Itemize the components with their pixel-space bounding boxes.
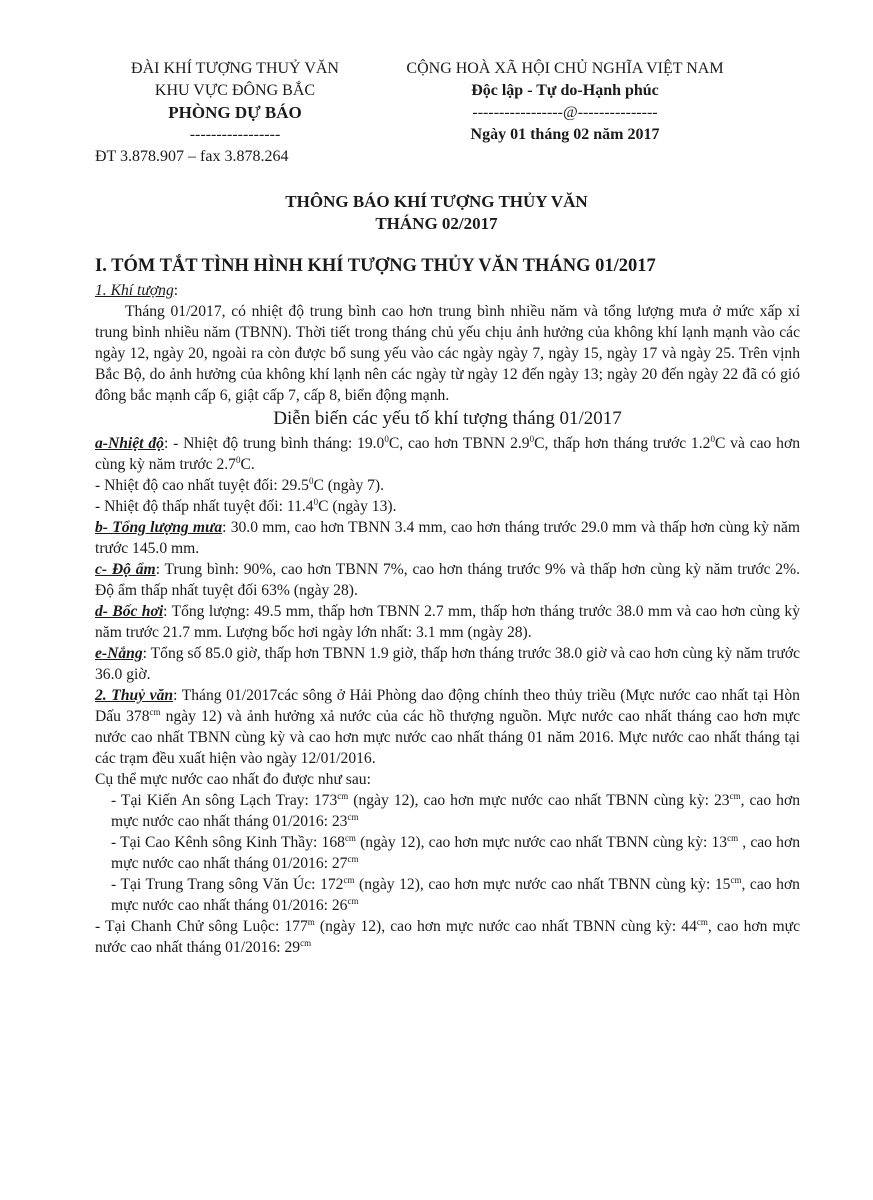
national-name: CỘNG HOÀ XÃ HỘI CHỦ NGHĨA VIỆT NAM bbox=[406, 60, 724, 77]
station-item: - Tại Chanh Chử sông Luộc: 177$^m$ (ngày 12), cao hơn mực nước cao nhất TBNN cùng kỳ: $44^{cm}$, cao hơn mực nước cao nhất tháng 01/2016: $29^{cm}$ bbox=[95, 916, 801, 956]
department-name: PHÒNG DỰ BÁO bbox=[168, 103, 302, 122]
min-temperature-line: - Nhiệt độ thấp nhất tuyệt đối: 11.4$^0$C (ngày 13). bbox=[95, 496, 397, 515]
contact-info: ĐT 3.878.907 – fax 3.878.264 bbox=[95, 148, 289, 165]
issue-date: Ngày 01 tháng 02 năm 2017 bbox=[470, 126, 660, 143]
motto-divider: -----------------@--------------- bbox=[472, 104, 658, 121]
elements-subheading: Diễn biến các yếu tố khí tượng tháng 01/2017 bbox=[273, 408, 622, 429]
temperature-paragraph: a-Nhiệt độ: - Nhiệt độ trung bình tháng: 19.0$^0$C, cao hơn TBNN $2.9^0C$, thấp hơn tháng trước $1.2^0C$ và cao hơn cùng kỳ năm trước $2.7^0C$. bbox=[95, 433, 800, 473]
sunshine-paragraph: e-Nắng: Tổng số 85.0 giờ, thấp hơn TBNN 1.9 giờ, thấp hơn tháng trước 38.0 giờ và cao hơn cùng kỳ năm trước 36.0 giờ. bbox=[95, 645, 800, 683]
agency-header bbox=[95, 58, 375, 146]
rainfall-paragraph: b- Tổng lượng mưa: 30.0 mm, cao hơn TBNN 3.4 mm, cao hơn tháng trước 29.0 mm và thấp hơn cùng kỳ năm trước 145.0 mm. bbox=[95, 519, 800, 557]
meteorology-subheading: 1. Khí tượng: bbox=[95, 282, 179, 299]
document-subtitle: THÁNG 02/2017 bbox=[375, 214, 498, 233]
document-title: THÔNG BÁO KHÍ TƯỢNG THỦY VĂN bbox=[285, 192, 588, 211]
national-header bbox=[385, 58, 745, 146]
station-item: - Tại Kiến An sông Lạch Tray: $173^{cm}$ (ngày 12), cao hơn mực nước cao nhất TBNN cùng kỳ: $23^{cm}$, cao hơn mực nước cao nhất tháng 01/2016: $23^{cm}$ bbox=[111, 790, 800, 830]
agency-name: ĐÀI KHÍ TƯỢNG THUỶ VĂN bbox=[131, 60, 339, 77]
report-body bbox=[95, 280, 800, 958]
agency-region: KHU VỰC ĐÔNG BẮC bbox=[154, 82, 316, 99]
intro-paragraph: Tháng 01/2017, có nhiệt độ trung bình cao hơn trung bình nhiều năm và tổng lượng mưa ở mức xấp xỉ trung bình nhiều năm (TBNN). Thời tiết trong tháng chủ yếu chịu ảnh hưởng của không khí lạnh mạnh vào các ngày 12, ngày 20, ngoài ra còn được bổ sung yếu vào các ngày ngày 7, ngày 15, ngày 17 và ngày 25. Trên vịnh Bắc Bộ, do ảnh hưởng của không khí lạnh nên các ngày từ ngày 12 đến ngày 13; ngày 20 đến ngày 22 đã có gió đông bắc mạnh cấp 6, giật cấp 7, cấp 8, biển động mạnh. bbox=[95, 303, 800, 404]
hydrology-paragraph: 2. Thuỷ văn: Tháng 01/2017các sông ở Hải Phòng dao động chính theo thủy triều (Mực nước cao nhất tại Hòn Dấu $378^{cm}$ ngày 12) và ảnh hưởng xả nước của các hồ thượng nguồn. Mực nước cao nhất tháng cao hơn mực nước cao nhất TBNN cùng kỳ và cao hơn mực nước cao nhất tháng 01 năm 2016. Mực nước cao nhất tháng tại các trạm đều xuất hiện vào ngày 12/01/2016. bbox=[95, 687, 800, 767]
station-list-intro: Cụ thể mực nước cao nhất đo được như sau: bbox=[95, 771, 371, 788]
station-item: - Tại Trung Trang sông Văn Úc: $172^{cm}$ (ngày 12), cao hơn mực nước cao nhất TBNN cùng kỳ: $15^{cm}$, cao hơn mực nước cao nhất tháng 01/2016: $26^{cm}$ bbox=[111, 874, 800, 914]
station-item: - Tại Cao Kênh sông Kinh Thầy: $168^{cm}$ (ngày 12), cao hơn mực nước cao nhất TBNN cùng kỳ: $13^{cm}$ , cao hơn mực nước cao nhất tháng 01/2016: $27^{cm}$ bbox=[111, 832, 800, 872]
evaporation-paragraph: d- Bốc hơi: Tổng lượng: 49.5 mm, thấp hơn TBNN 2.7 mm, thấp hơn tháng trước 38.0 mm và cao hơn cùng kỳ năm trước 21.7 mm. Lượng bốc hơi ngày lớn nhất: 3.1 mm (ngày 28). bbox=[95, 603, 801, 641]
agency-divider: ----------------- bbox=[189, 126, 281, 143]
humidity-paragraph: c- Độ ẩm: Trung bình: 90%, cao hơn TBNN 7%, cao hơn tháng trước 9% và thấp hơn cùng kỳ năm trước 2%. Độ ẩm thấp nhất tuyệt đối 63% (ngày 28). bbox=[95, 561, 800, 599]
section-heading: I. TÓM TẮT TÌNH HÌNH KHÍ TƯỢNG THỦY VĂN THÁNG 01/2017 bbox=[95, 256, 656, 276]
national-motto: Độc lập - Tự do-Hạnh phúc bbox=[471, 82, 659, 99]
max-temperature-line: - Nhiệt độ cao nhất tuyệt đối: 29.5$^0$C (ngày 7). bbox=[95, 475, 385, 494]
